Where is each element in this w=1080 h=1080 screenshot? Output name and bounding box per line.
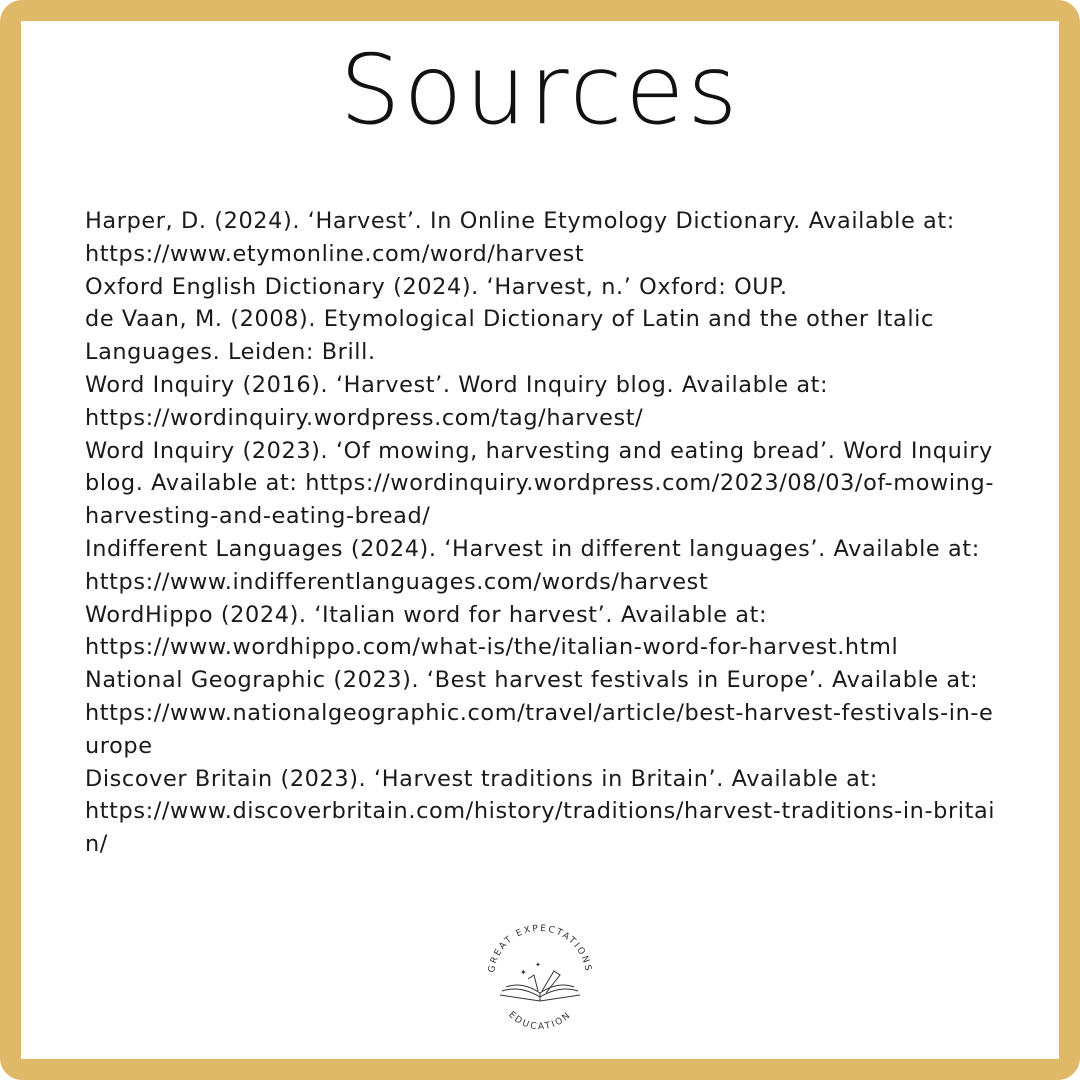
source-url: https://www.wordhippo.com/what-is/the/italian-word-for-harvest.html bbox=[85, 634, 899, 661]
source-entry bbox=[85, 763, 1005, 861]
source-text: de Vaan, M. (2008). Etymological Dictionary of Latin and the other Italic Languages. Leiden: Brill. bbox=[85, 306, 934, 366]
svg-text:✦: ✦ bbox=[535, 961, 541, 969]
source-entry bbox=[85, 533, 1005, 599]
logo-bottom-text: EDUCATION bbox=[506, 1009, 574, 1033]
source-text: Discover Britain (2023). ‘Harvest traditions in Britain’. Available at: bbox=[85, 765, 878, 792]
source-text: Indifferent Languages (2024). ‘Harvest in different languages’. Available at: bbox=[85, 535, 980, 562]
logo bbox=[480, 915, 600, 1045]
source-entry bbox=[85, 664, 1005, 762]
source-url: https://www.etymonline.com/word/harvest bbox=[85, 240, 585, 267]
source-text: Word Inquiry (2016). ‘Harvest’. Word Inquiry blog. Available at: bbox=[85, 371, 829, 398]
logo-graphic bbox=[480, 915, 600, 1045]
source-url: https://www.discoverbritain.com/history/traditions/harvest-traditions-in-britain/ bbox=[85, 798, 996, 858]
star-icon bbox=[520, 961, 541, 977]
open-book-icon bbox=[500, 971, 580, 1001]
sources-list bbox=[85, 205, 1005, 861]
source-entry bbox=[85, 369, 1005, 435]
source-entry bbox=[85, 271, 1005, 304]
source-text: Oxford English Dictionary (2024). ‘Harvest, n.’ Oxford: OUP. bbox=[85, 273, 788, 300]
svg-text:✦: ✦ bbox=[520, 968, 527, 977]
source-entry bbox=[85, 435, 1005, 533]
source-text: Word Inquiry (2023). ‘Of mowing, harvesting and eating bread’. Word Inquiry blog. Available at: bbox=[85, 437, 993, 497]
source-url: https://wordinquiry.wordpress.com/2023/08/03/of-mowing-harvesting-and-eating-bread/ bbox=[85, 470, 995, 530]
source-text: WordHippo (2024). ‘Italian word for harvest’. Available at: bbox=[85, 601, 768, 628]
source-url: https://www.nationalgeographic.com/travel/article/best-harvest-festivals-in-europe bbox=[85, 699, 994, 759]
source-text: Harper, D. (2024). ‘Harvest’. In Online Etymology Dictionary. Available at: bbox=[85, 208, 955, 234]
logo-top-text: GREAT EXPECTATIONS bbox=[487, 923, 593, 974]
source-url: https://wordinquiry.wordpress.com/tag/harvest/ bbox=[85, 404, 644, 431]
source-entry bbox=[85, 599, 1005, 665]
source-entry bbox=[85, 205, 1005, 271]
source-entry bbox=[85, 303, 1005, 369]
source-url: https://www.indifferentlanguages.com/words/harvest bbox=[85, 568, 709, 595]
source-text: National Geographic (2023). ‘Best harvest festivals in Europe’. Available at: bbox=[85, 667, 979, 694]
page-title: Sources bbox=[339, 34, 741, 146]
